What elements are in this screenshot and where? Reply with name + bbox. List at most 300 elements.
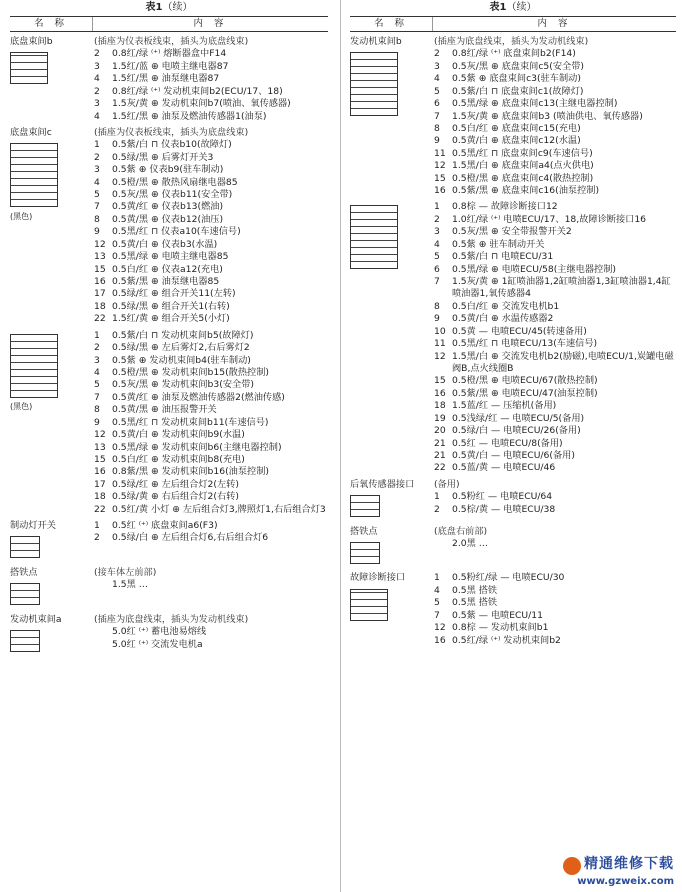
pin-row [94,189,328,201]
pin-row [434,388,676,400]
pin-number: 13 [94,251,106,263]
pin-number: 12 [94,429,106,441]
connector-note: (插座为底盘线束，插头为发动机线束) [94,613,249,625]
pin-row [434,214,676,226]
pin-row [94,86,328,98]
pin-description: 0.5黑/红 ⊓ 电喷ECU/13(车速信号) [452,338,598,350]
pin-description: 2.0黑 … [452,538,488,550]
pin-row [94,626,328,638]
pin-row [434,173,676,185]
pin-description: 1.5黑/白 ⊕ 交流发电机b2(励磁),电喷ECU/1,炭罐电磁阀B,点火线圈B [452,350,674,374]
pin-row [94,454,328,466]
pin-row [434,226,676,238]
pin-description: 0.5紫/黑 ⊕ 油泵继电器85 [112,276,220,288]
pin-number: 12 [434,160,446,172]
pin-description: 0.5黄/红 ⊕ 油泵及燃油传感器2(燃油传感) [112,391,285,403]
pin-number: 5 [434,597,440,609]
pin-row [94,111,328,123]
pin-number: 2 [94,151,100,163]
left-body [10,36,328,657]
pin-row [434,313,676,325]
pin-row [94,355,328,367]
pin-description: 0.8紫/黑 ⊕ 发动机束间b16(油泵控制) [112,466,269,478]
pin-row [434,160,676,172]
pin-description: 0.5紫 ⊕ 底盘束间c3(驻车制动) [452,73,581,85]
pin-number: 22 [434,462,446,474]
pin-number: 8 [434,300,440,312]
watermark [563,855,674,888]
pin-description: 0.5绿/黑 ⊕ 组合开关1(右转) [112,300,230,312]
watermark-url: www.gzweix.com [577,875,674,887]
pin-row [434,425,676,437]
pin-number: 7 [434,110,440,122]
pin-row [434,148,676,160]
pin-number: 9 [434,135,440,147]
pin-description: 1.5黑/白 ⊕ 底盘束间a4(点火供电) [452,160,594,172]
header-content: 内 容 [193,18,228,29]
pin-description: 0.5白/红 ⊕ 仪表a12(充电) [112,263,223,275]
pin-description: 0.5粉红/绿 — 电喷ECU/30 [452,572,565,584]
connector-note: (接车体左前部) [94,566,157,578]
pin-description: 0.5灰/黑 ⊕ 仪表b11(安全带) [112,189,233,201]
pin-row [434,450,676,462]
pin-description: 5.0红 ⁽⁺⁾ 蓄电池易熔线 [112,626,207,638]
pin-row [94,404,328,416]
pin-number [94,579,112,591]
pin-number: 1 [434,572,440,584]
pin-description: 0.5灰/黑 ⊕ 底盘束间c5(安全带) [452,60,584,72]
connector-label [10,330,94,516]
connector-name: 搭铁点 [10,566,38,578]
pin-description: 0.5红 — 电喷ECU/8(备用) [452,437,563,449]
pin-row [434,375,676,387]
pin-description: 1.5红/黑 ⊕ 油泵及燃油传感器1(油泵) [112,110,267,122]
pin-description: 0.5紫 ⊕ 仪表b9(驻车制动) [112,164,224,176]
pin-row [434,572,676,584]
pin-number: 4 [94,110,100,122]
pin-number: 11 [434,338,446,350]
connector-content [434,479,676,522]
pin-number: 16 [434,387,446,399]
pin-number: 7 [434,609,440,621]
connector-diagram-icon [350,589,388,621]
pin-row [434,185,676,197]
connector-label [10,520,94,563]
pin-number: 10 [434,325,446,337]
pin-row [94,201,328,213]
pin-number: 8 [434,122,440,134]
pin-row [94,152,328,164]
connector-content [434,36,676,197]
pin-description: 0.8红/绿 ⁽⁺⁾ 熔断器盒中F14 [112,48,227,60]
pin-number: 6 [434,98,440,110]
connector-diagram-icon [350,52,398,116]
connector-content [434,526,676,569]
connector-content [94,614,328,657]
pin-number: 11 [434,147,446,159]
pin-description: 0.5白/红 ⊕ 发动机束间b8(充电) [112,453,245,465]
pin-description: 0.5黑/绿 ⊕ 发动机束间b6(主继电器控制) [112,441,282,453]
connector-name: 发动机束间a [10,613,62,625]
pin-row [94,491,328,503]
pin-number: 5 [434,251,440,263]
pin-number: 1 [434,201,440,213]
pin-description: 0.5白/红 ⊕ 交流发电机b1 [452,300,560,312]
pin-description: 0.5黑/绿 ⊕ 底盘束间c13(主继电器控制) [452,98,618,110]
pin-row [434,438,676,450]
pin-description: 0.5黑/红 ⊓ 仪表a10(车速信号) [112,226,241,238]
pin-description: 1.0红/绿 ⁽⁺⁾ 电喷ECU/17、18,故障诊断接口16 [452,213,647,225]
pin-description: 1.5黑 … [112,579,148,591]
connector-section [10,330,328,516]
pin-number: 19 [434,412,446,424]
pin-row [434,491,676,503]
pin-description: 0.5黄/黑 ⊕ 油压报警开关 [112,404,217,416]
pin-row [434,123,676,135]
pin-row [94,520,328,532]
pin-number [434,538,452,550]
pin-number [94,639,112,651]
pin-number: 15 [434,375,446,387]
pin-number: 16 [94,276,106,288]
pin-description: 0.5黄/红 ⊕ 仪表b13(燃油) [112,201,224,213]
pin-row [434,400,676,412]
pin-description: 0.5黑 搭铁 [452,597,498,609]
connector-section [350,201,676,474]
pin-row [434,239,676,251]
pin-row [434,86,676,98]
pin-number: 5 [94,379,100,391]
pin-description: 0.8红/绿 ⁽⁺⁾ 底盘束间b2(F14) [452,48,576,60]
connector-diagram-icon [10,52,48,84]
pin-number: 4 [434,584,440,596]
pin-row [434,413,676,425]
connector-label [10,36,94,123]
pin-number: 1 [94,139,100,151]
header-content: 内 容 [537,18,572,29]
connector-section [10,127,328,326]
pin-row [434,597,676,609]
connector-name: 搭铁点 [350,525,378,537]
pin-number: 7 [94,391,100,403]
pin-number: 4 [94,366,100,378]
pin-row [434,276,676,301]
pin-number: 12 [94,238,106,250]
pin-description: 0.5黑/红 ⊓ 发动机束间b11(车速信号) [112,416,269,428]
pin-number: 8 [94,404,100,416]
pin-row [94,532,328,544]
pin-number: 18 [94,491,106,503]
pin-description: 0.5黄/白 ⊕ 水温传感器2 [452,313,554,325]
pin-number: 9 [94,226,100,238]
pin-number: 20 [434,425,446,437]
pin-number: 2 [94,85,100,97]
pin-description: 0.5灰/黑 ⊕ 安全带报警开关2 [452,226,572,238]
pin-description: 1.5灰/黄 ⊕ 发动机束间b7(喷油、氧传感器) [112,98,291,110]
pin-number: 17 [94,478,106,490]
pin-description: 0.5紫 — 电喷ECU/11 [452,609,543,621]
pin-number: 9 [434,313,440,325]
connector-label [350,201,434,474]
pin-description: 0.5绿/黑 ⊕ 后雾灯开关3 [112,151,214,163]
connector-color-tag: (黑色) [10,211,33,221]
table-header [350,16,676,32]
connector-content [94,127,328,326]
pin-number: 2 [434,48,440,60]
pin-description: 0.5红/黄 小灯 ⊕ 左后组合灯3,牌照灯1,右后组合灯3 [112,503,326,515]
pin-description: 0.8棕 — 故障诊断接口12 [452,201,558,213]
connector-note: (备用) [434,478,460,490]
pin-description: 0.5黑/绿 ⊕ 电喷ECU/58(主继电器控制) [452,263,617,275]
connector-label [10,127,94,326]
connector-label [350,572,434,647]
connector-section [350,479,676,522]
pin-description: 0.5橙/黑 ⊕ 发动机束间b15(散热控制) [112,366,269,378]
pin-number: 3 [94,98,100,110]
pin-row [94,288,328,300]
pin-row [434,610,676,622]
pin-description: 0.5紫/白 ⊓ 底盘束间c1(故障灯) [452,85,584,97]
pin-number: 2 [94,532,100,544]
pin-description: 0.5紫/黑 ⊕ 电喷ECU/47(油泵控制) [452,387,598,399]
right-body [350,36,676,647]
pin-description: 1.5灰/黄 ⊕ 底盘束间b3 (喷油供电、氧传感器) [452,110,643,122]
pin-row [94,226,328,238]
pin-description: 0.5黑/红 ⊓ 底盘束间c9(车速信号) [452,147,593,159]
pin-row [434,98,676,110]
pin-row [434,251,676,263]
pin-description: 0.5紫/黑 ⊕ 底盘束间c16(油泵控制) [452,185,600,197]
pin-row [94,579,328,591]
pin-number: 2 [94,342,100,354]
connector-name: 底盘束间c [10,126,52,138]
connector-label [10,614,94,657]
pin-row [434,338,676,350]
pin-row [434,538,676,550]
connector-diagram-icon [10,143,58,207]
connector-content [94,330,328,516]
pin-description: 0.5绿/白 — 电喷ECU/26(备用) [452,425,581,437]
pin-description: 0.5黄/白 ⊕ 仪表b3(水温) [112,238,218,250]
connector-label [350,36,434,197]
pin-row [434,201,676,213]
pin-number: 7 [94,201,100,213]
pin-row [434,48,676,60]
pin-number: 3 [94,60,100,72]
pin-number: 7 [434,276,440,288]
pin-description: 0.5黄/白 — 电喷ECU/6(备用) [452,449,575,461]
pin-description: 0.5橙/黑 ⊕ 底盘束间c4(散热控制) [452,172,594,184]
pin-row [434,73,676,85]
connector-content [94,567,328,610]
pin-number: 9 [94,416,100,428]
connector-name: 后氧传感器接口 [350,478,415,490]
pin-row [94,417,328,429]
connector-diagram-icon [350,495,380,517]
connector-diagram-icon [10,583,40,605]
pin-number: 2 [434,503,440,515]
pin-row [94,164,328,176]
pin-description: 0.5黑 搭铁 [452,584,498,596]
pin-row [434,635,676,647]
pin-number: 4 [94,73,100,85]
pin-row [94,466,328,478]
pin-row [94,214,328,226]
connector-diagram-icon [10,536,40,558]
pin-description: 0.8棕 — 发动机束间b1 [452,622,549,634]
right-column [350,0,676,647]
pin-row [434,135,676,147]
pin-description: 5.0红 ⁽⁺⁾ 交流发电机a [112,638,203,650]
pin-row [434,61,676,73]
pin-number [94,626,112,638]
pin-row [94,330,328,342]
pin-number: 21 [434,437,446,449]
pin-description: 0.5紫/白 ⊓ 仪表b10(故障灯) [112,139,232,151]
connector-diagram-icon [10,630,40,652]
column-divider [340,0,341,892]
pin-number: 18 [434,400,446,412]
header-name: 名 称 [10,17,93,31]
connector-diagram-icon [10,334,58,398]
pin-description: 0.5橙/黑 ⊕ 散热风扇继电器85 [112,176,238,188]
pin-row [94,429,328,441]
pin-description: 0.5黄/黑 ⊕ 仪表b12(油压) [112,213,224,225]
pin-row [94,251,328,263]
pin-number: 8 [94,213,100,225]
connector-note: (插座为底盘线束，插头为发动机线束) [434,36,589,47]
pin-number: 1 [434,491,440,503]
pin-row [94,379,328,391]
pin-description: 0.5绿/黄 ⊕ 右后组合灯2(右转) [112,491,239,503]
pin-row [434,301,676,313]
connector-color-tag: (黑色) [10,402,33,412]
pin-number: 4 [434,238,440,250]
pin-number: 21 [434,449,446,461]
pin-description: 1.5红/黄 ⊕ 组合开关5(小灯) [112,313,230,325]
pin-number: 4 [94,176,100,188]
pin-description: 0.5紫 ⊕ 发动机束间b4(驻车制动) [112,354,251,366]
pin-row [94,442,328,454]
pin-row [94,264,328,276]
pin-description: 0.5蓝/黄 — 电喷ECU/46 [452,462,556,474]
pin-description: 0.5红 ⁽⁺⁾ 底盘束间a6(F3) [112,520,218,532]
connector-name: 底盘束间b [10,36,53,47]
pin-description: 0.5棕/黄 — 电喷ECU/38 [452,503,556,515]
pin-row [434,351,676,376]
connector-section [10,520,328,563]
left-column [10,0,328,657]
pin-number: 15 [434,172,446,184]
connector-label [350,479,434,522]
pin-description: 0.5红/绿 ⁽⁺⁾ 发动机束间b2 [452,634,561,646]
pin-number: 16 [434,634,446,646]
pin-description: 0.5橙/黑 ⊕ 电喷ECU/67(散热控制) [452,375,598,387]
pin-row [94,392,328,404]
pin-number: 2 [434,213,440,225]
connector-label [10,567,94,610]
pin-row [434,622,676,634]
pin-row [94,139,328,151]
pin-number: 3 [434,60,440,72]
watermark-logo: 精通维修下载 [584,856,674,872]
connector-section [10,567,328,610]
pin-number: 3 [434,226,440,238]
pin-number: 12 [434,622,446,634]
pin-description: 0.8红/绿 ⁽⁺⁾ 发动机束间b2(ECU/17、18) [112,85,283,97]
pin-row [94,48,328,60]
pin-row [94,61,328,73]
pin-number: 1 [94,329,100,341]
pin-row [434,504,676,516]
pin-description: 0.5绿/红 ⊕ 组合开关11(左转) [112,288,236,300]
pin-description: 0.5紫/白 ⊓ 电喷ECU/31 [452,251,554,263]
gear-logo-icon [563,857,581,875]
pin-description: 1.5蓝/红 — 压缩机(备用) [452,400,557,412]
connector-section [10,36,328,123]
connector-diagram-icon [350,542,380,564]
connector-section [10,614,328,657]
pin-description: 1.5灰/黄 ⊕ 1缸喷油器1,2缸喷油器1,3缸喷油器1,4缸喷油器1,氧传感器4 [452,276,671,300]
connector-note: (底盘右前部) [434,525,488,537]
pin-row [94,504,328,516]
connector-name: 制动灯开关 [10,520,56,532]
pin-description: 0.5黄 — 电喷ECU/45(转速备用) [452,325,587,337]
pin-number: 1 [94,520,100,532]
connector-name: 故障诊断接口 [350,572,406,584]
connector-content [434,201,676,474]
pin-row [94,73,328,85]
pin-number: 4 [434,73,440,85]
pin-description: 0.5黄/白 ⊕ 发动机束间b9(水温) [112,429,245,441]
pin-description: 0.5黄/白 ⊕ 底盘束间c12(水温) [452,135,581,147]
connector-content [434,572,676,647]
connector-content [94,520,328,563]
pin-description: 0.5灰/黑 ⊕ 发动机束间b3(安全带) [112,379,254,391]
pin-row [94,276,328,288]
connector-section [350,572,676,647]
pin-row [94,301,328,313]
pin-row [94,479,328,491]
pin-number: 16 [434,185,446,197]
pin-description: 0.5黑/绿 ⊕ 电喷主继电器85 [112,251,229,263]
pin-number: 22 [94,313,106,325]
pin-number: 16 [94,466,106,478]
pin-number: 6 [434,263,440,275]
pin-number: 3 [94,354,100,366]
header-name: 名 称 [350,17,433,31]
table-header [10,16,328,32]
pin-row [434,111,676,123]
pin-number: 2 [94,48,100,60]
pin-description: 0.5紫/白 ⊓ 发动机束间b5(故障灯) [112,329,254,341]
pin-number: 13 [94,441,106,453]
pin-row [94,313,328,325]
connector-note: (插座为仪表板线束，插头为底盘线束) [94,126,249,138]
connector-name: 发动机束间b [350,36,402,47]
pin-number: 5 [434,85,440,97]
connector-diagram-icon [350,205,398,269]
pin-row [94,639,328,651]
pin-row [434,585,676,597]
pin-number: 22 [94,503,106,515]
pin-description: 0.5粉红 — 电喷ECU/64 [452,491,553,503]
pin-row [94,342,328,354]
table-title: 表1（续） [145,2,193,13]
pin-description: 1.5红/蓝 ⊕ 电喷主继电器87 [112,60,229,72]
pin-number: 17 [94,288,106,300]
pin-description: 0.5浅绿/红 — 电喷ECU/5(备用) [452,412,585,424]
